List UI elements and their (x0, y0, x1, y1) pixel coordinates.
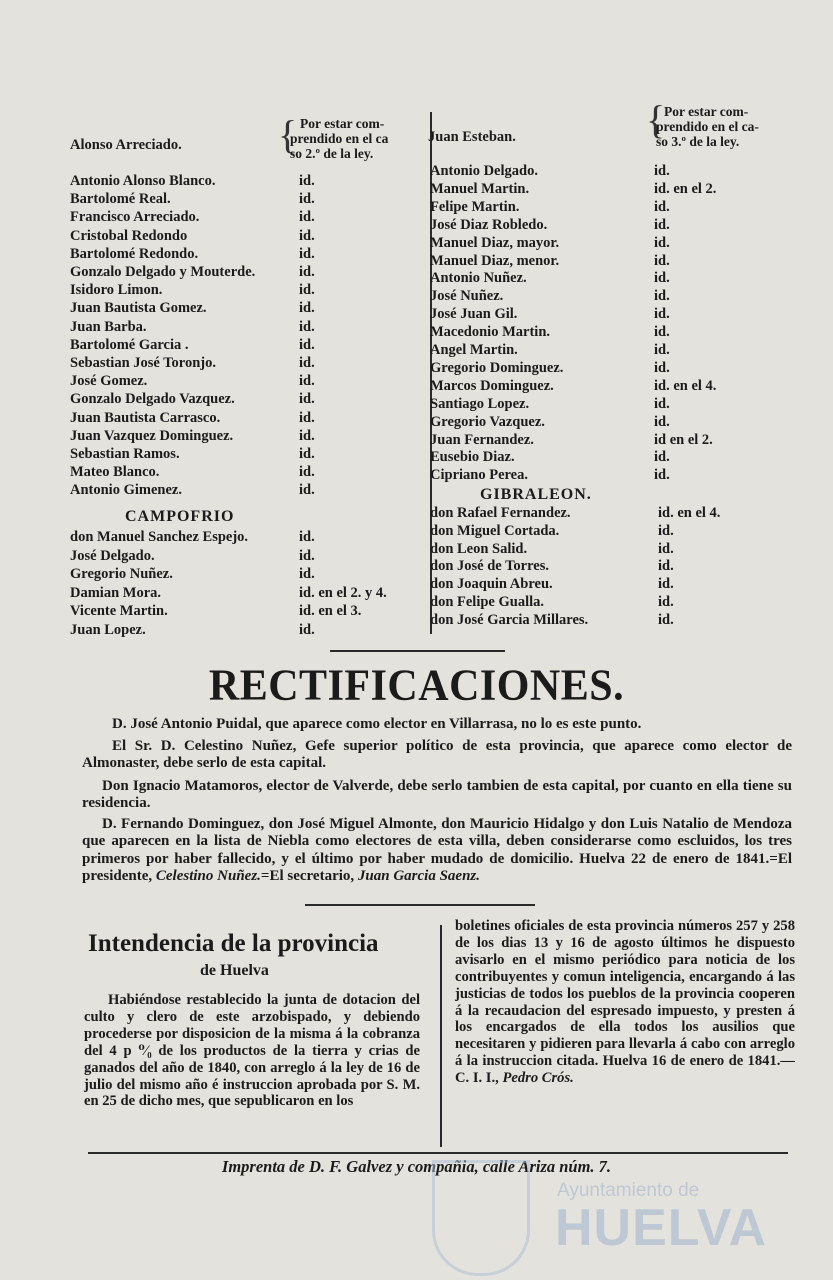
right-elector-status: id. (654, 413, 670, 430)
right-elector-name: Juan Fernandez. (430, 431, 534, 448)
right-header-note: Por estar com- prendido en el ca- so 3.º de la ley. (656, 104, 759, 149)
right-elector-name: Cipriano Perea. (430, 467, 528, 484)
left-elector-status: id. (299, 300, 315, 317)
right-elector-status: id. (654, 234, 670, 251)
right-elector-name: Antonio Delgado. (430, 163, 538, 179)
left-section-title: CAMPOFRIO (125, 508, 235, 525)
intendencia-divider (440, 925, 442, 1147)
left-header-brace: { (278, 112, 298, 157)
left-elector-status: id. (299, 336, 315, 353)
left-elector-status: id. (299, 173, 315, 189)
left-elector-status: id. (299, 282, 315, 299)
gibraleon-elector-status: id. (658, 594, 674, 610)
campofrio-elector-name: José Delgado. (70, 547, 155, 564)
campofrio-elector-status: id. en el 3. (299, 603, 362, 619)
campofrio-elector-status: id. (299, 621, 315, 638)
right-elector-status: id. en el 2. (654, 180, 717, 197)
right-elector-name: Felipe Martin. (430, 198, 520, 215)
right-header-name: Juan Esteban. (428, 129, 516, 145)
right-elector-status: id. (654, 163, 670, 179)
campofrio-elector-status: id. en el 2. y 4. (299, 584, 387, 601)
gibraleon-elector-status: id. (658, 558, 674, 575)
left-elector-name: Antonio Gimenez. (70, 482, 182, 499)
gibraleon-elector-name: don Joaquin Abreu. (430, 576, 553, 593)
left-elector-name: Mateo Blanco. (70, 464, 160, 481)
secretary-signature: Juan Garcia Saenz. (357, 868, 481, 885)
campofrio-elector-name: Damian Mora. (70, 584, 162, 601)
intendente-signature: Pedro Crós. (502, 1070, 574, 1087)
gibraleon-elector-status: id. en el 4. (658, 505, 721, 521)
campofrio-elector-name: Gregorio Nuñez. (70, 566, 173, 582)
right-elector-name: José Juan Gil. (430, 306, 518, 323)
left-elector-name: Gonzalo Delgado Vazquez. (70, 391, 235, 408)
campofrio-elector-status: id. (299, 547, 315, 564)
left-elector-name: Gonzalo Delgado y Mouterde. (70, 264, 256, 280)
footer-rule (88, 1152, 788, 1154)
right-elector-name: Angel Martin. (430, 342, 518, 358)
left-elector-name: Bartolomé Garcia . (70, 336, 189, 353)
rectificacion-4: D. Fernando Dominguez, don José Miguel Almonte, don Mauricio Hidalgo y don Luis Natalio de Mendoza que aparecen en la lista de Niebla como electores de esta villa, deben considerarse como escluidos, los tres primeros por haber fallecido, y el último por haber mudado de domicilio. Huelva 22 de enero de 1841.=El presidente, Celestino Nuñez.=El secretario, Juan Garcia Saenz. (82, 816, 792, 885)
watermark-line1: Ayuntamiento de (557, 1180, 700, 1201)
left-elector-name: Juan Bautista Carrasco. (70, 409, 221, 426)
left-elector-name: Francisco Arreciado. (70, 209, 200, 226)
left-header-note: Por estar com- prendido en el ca so 2.º de la ley. (290, 116, 389, 161)
rectificacion-3: Don Ignacio Matamoros, elector de Valverde, debe serlo tambien de esta capital, por cuanto en ella tiene su residencia. (82, 778, 792, 812)
right-elector-status: id. (654, 306, 670, 323)
left-elector-name: Sebastian José Toronjo. (70, 355, 216, 371)
rectificacion-2: El Sr. D. Celestino Nuñez, Gefe superior político de esta provincia, que aparece como elector de Almonaster, debe serlo de esta capital. (82, 738, 792, 772)
left-elector-status: id. (299, 355, 315, 371)
left-elector-status: id. (299, 264, 315, 280)
right-elector-status: id. (654, 467, 670, 484)
left-elector-name: Bartolomé Real. (70, 191, 171, 208)
left-elector-name: Juan Bautista Gomez. (70, 300, 207, 317)
right-elector-name: Marcos Dominguez. (430, 377, 554, 394)
campofrio-elector-status: id. (299, 529, 315, 545)
gibraleon-elector-status: id. (658, 540, 674, 557)
right-elector-name: Macedonio Martin. (430, 324, 551, 341)
right-elector-status: id. (654, 342, 670, 358)
huelva-seal-watermark (432, 1160, 530, 1276)
gibraleon-elector-name: don Felipe Gualla. (430, 594, 545, 610)
right-elector-name: Manuel Diaz, mayor. (430, 234, 560, 251)
left-elector-name: José Gomez. (70, 373, 148, 390)
left-elector-status: id. (299, 464, 315, 481)
president-signature: Celestino Nuñez. (155, 868, 261, 885)
right-elector-status: id. en el 4. (654, 377, 717, 394)
gibraleon-elector-name: don José Garcia Millares. (430, 611, 589, 628)
left-elector-status: id. (299, 409, 315, 426)
gibraleon-elector-status: id. (658, 611, 674, 628)
right-elector-name: José Nuñez. (430, 288, 504, 305)
campofrio-elector-status: id. (299, 566, 315, 582)
right-header-brace: { (646, 97, 666, 142)
campofrio-elector-name: Vicente Martin. (70, 603, 168, 619)
right-elector-name: Antonio Nuñez. (430, 270, 527, 287)
rule-above-rectificaciones (330, 650, 505, 652)
left-elector-status: id. (299, 191, 315, 208)
right-elector-status: id. (654, 449, 670, 466)
right-elector-status: id. (654, 252, 670, 269)
imprint-line: Imprenta de D. F. Galvez y compañia, calle Ariza núm. 7. (221, 1157, 612, 1176)
right-elector-name: Santiago Lopez. (430, 395, 530, 412)
right-elector-status: id en el 2. (654, 431, 713, 448)
intendencia-left-text: Habiéndose restablecido la junta de dotacion del culto y clero de este arzobispado, y debiendo procederse por disposicion de la misma á la cobranza del 4 p ⁰⁄₀ de los productos de la tierra y crias de ganados del año de 1840, con arreglo á la ley de 16 de julio del mismo año é instruccion aprobada por S. M. en 25 de dicho mes, que sepublicaron en los (84, 992, 420, 1110)
intendencia-right-text: boletines oficiales de esta provincia números 257 y 258 de los dias 13 y 16 de agosto últimos he dispuesto avisarlo en el mismo periódico para noticia de los contribuyentes y comun inteligencia, encargando á las justicias de todos los pueblos de la provincia cooperen á la recaudacion del espresado impuesto, y presten á los encargados de ella todos los ausilios que necesitaren y pidieren para llevarla á cabo con arreglo á la instruccion citada. Huelva 16 de enero de 1841.—C. I. I., Pedro Crós. (455, 918, 795, 1087)
right-elector-name: Manuel Diaz, menor. (430, 252, 560, 269)
left-elector-name: Sebastian Ramos. (70, 446, 180, 462)
left-elector-status: id. (299, 209, 315, 226)
right-elector-status: id. (654, 395, 670, 412)
campofrio-elector-name: don Manuel Sanchez Espejo. (70, 529, 249, 545)
right-elector-status: id. (654, 288, 670, 305)
right-elector-name: José Diaz Robledo. (430, 216, 548, 233)
gibraleon-elector-name: don Rafael Fernandez. (430, 505, 571, 521)
left-header-name: Alonso Arreciado. (70, 137, 182, 153)
gibraleon-elector-name: don Leon Salid. (430, 540, 528, 557)
left-elector-status: id. (299, 446, 315, 462)
intendencia-title: Intendencia de la provincia (88, 930, 379, 957)
left-elector-name: Bartolomé Redondo. (70, 245, 199, 262)
left-elector-status: id. (299, 245, 315, 262)
gibraleon-elector-status: id. (658, 576, 674, 593)
right-elector-status: id. (654, 270, 670, 287)
left-elector-name: Juan Vazquez Dominguez. (70, 427, 234, 444)
right-elector-name: Eusebio Diaz. (430, 449, 515, 466)
campofrio-elector-name: Juan Lopez. (70, 621, 146, 638)
right-elector-status: id. (654, 198, 670, 215)
right-elector-status: id. (654, 216, 670, 233)
left-elector-status: id. (299, 227, 315, 244)
left-elector-name: Isidoro Limon. (70, 282, 163, 299)
left-elector-name: Cristobal Redondo (70, 227, 188, 244)
gibraleon-elector-name: don José de Torres. (430, 558, 549, 575)
intendencia-subtitle: de Huelva (200, 962, 269, 979)
left-column (70, 110, 425, 640)
rule-below-rectificaciones (305, 904, 535, 906)
left-elector-name: Juan Barba. (70, 318, 147, 335)
right-elector-status: id. (654, 359, 670, 376)
left-elector-status: id. (299, 427, 315, 444)
watermark-line2: HUELVA (555, 1199, 768, 1257)
left-elector-name: Antonio Alonso Blanco. (70, 173, 216, 189)
rectificacion-1: D. José Antonio Puidal, que aparece como elector en Villarrasa, no lo es este punto. (112, 716, 642, 732)
left-elector-status: id. (299, 318, 315, 335)
gibraleon-elector-status: id. (658, 522, 674, 539)
right-elector-name: Manuel Martin. (430, 180, 530, 197)
left-elector-status: id. (299, 391, 315, 408)
right-column (428, 97, 800, 635)
gibraleon-elector-name: don Miguel Cortada. (430, 522, 560, 539)
rectificaciones-title: RECTIFICACIONES. (208, 661, 625, 711)
right-elector-status: id. (654, 324, 670, 341)
right-elector-name: Gregorio Vazquez. (430, 413, 545, 430)
left-elector-status: id. (299, 482, 315, 499)
left-elector-status: id. (299, 373, 315, 390)
right-elector-name: Gregorio Dominguez. (430, 359, 564, 376)
right-section-title: GIBRALEON. (480, 486, 592, 503)
